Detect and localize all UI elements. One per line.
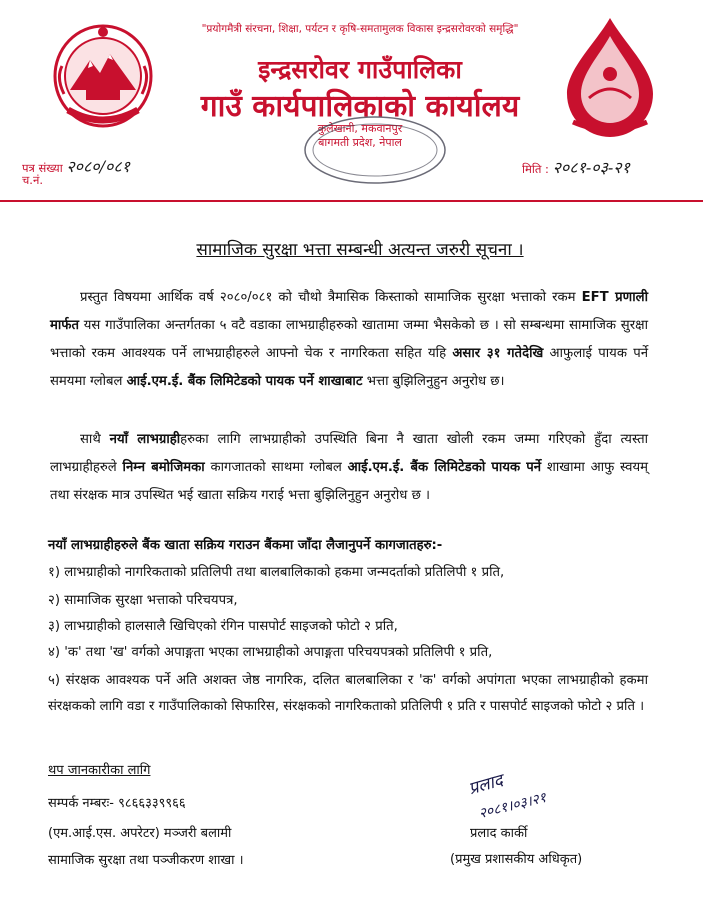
- dispatch-number-label: च.नं.: [22, 173, 43, 187]
- contact-operator: (एम.आई.एस. अपरेटर) मञ्जरी बलामी: [48, 826, 232, 841]
- handwritten-signature: प्रलाद: [466, 770, 506, 800]
- documents-heading: नयाँ लाभग्राहीहरुले बैंक खाता सक्रिय गराउन बैंकमा जाँदा लैजानुपर्ने कागजातहरु:-: [48, 538, 443, 553]
- p1-bold-eft: EFT प्रणाली मार्फत: [50, 290, 648, 333]
- date-value: २०८१-०३-२१: [552, 158, 630, 177]
- address-line-1: कुलेखानी, मकवानपुर: [317, 122, 403, 135]
- document-item-2: २) सामाजिक सुरक्षा भत्ताको परिचयपत्र,: [48, 593, 238, 608]
- document-item-1: १) लाभग्राहीको नागरिकताको प्रतिलिपी तथा बालबालिकाको हकमा जन्मदर्ताको प्रतिलिपी १ प्रति,: [48, 565, 505, 580]
- address-line-2: बागमती प्रदेश, नेपाल: [318, 136, 402, 149]
- municipality-name: इन्द्रसरोवर गाउँपालिका: [258, 55, 462, 84]
- header-divider: [0, 200, 703, 202]
- contact-heading: थप जानकारीका लागि: [48, 763, 151, 778]
- patra-value: २०८०/०८१: [66, 157, 130, 176]
- date-field: [522, 156, 630, 178]
- p2-text-a: साथै: [80, 432, 110, 447]
- p2-text-e: कागजातको साथमा ग्लोबल: [204, 460, 348, 475]
- p1-text-g: भत्ता बुझिलिनुहुन अनुरोध छ।: [362, 374, 505, 389]
- p1-text-a: प्रस्तुत विषयमा आर्थिक वर्ष २०८०/०८१ को चौथो त्रैमासिक किस्ताको सामाजिक सुरक्षा भत्ताको रकम: [80, 290, 582, 305]
- signature-date: २०८१।०३।२१: [477, 789, 548, 823]
- notice-subject: सामाजिक सुरक्षा भत्ता सम्बन्धी अत्यन्त जरुरी सूचना ।: [196, 240, 524, 260]
- contact-number: सम्पर्क नम्बरः- ९८६६३३९९६६: [48, 796, 186, 811]
- date-label: मिति :: [522, 162, 549, 176]
- signatory-title: (प्रमुख प्रशासकीय अधिकृत): [450, 852, 583, 867]
- paragraph-2: [50, 426, 648, 510]
- document-item-3: ३) लाभग्राहीको हालसालै खिचिएको रंगिन पासपोर्ट साइजको फोटो २ प्रति,: [48, 619, 398, 634]
- office-name: गाउँ कार्यपालिकाको कार्यालय: [200, 89, 520, 124]
- p1-bold-bank: आई.एम.ई. बैंक लिमिटेडको पायक पर्ने शाखाबाट: [126, 374, 363, 389]
- document-item-4: ४) 'क' तथा 'ख' वर्गको अपाङ्गता भएका लाभग्राहीको अपाङ्गता परिचयपत्रको प्रतिलिपी १ प्रति,: [48, 645, 493, 660]
- p2-text-g: शाखामा आफु स्वयम् तथा संरक्षक मात्र उपस्थित भई खाता सक्रिय गराई भत्ता बुझिलिनुहुन अनुरोध छ ।: [50, 460, 649, 503]
- p2-text-c: हरुका लागि लाभग्राहीको उपस्थिति बिना नै खाता खोली रकम जम्मा गरिएको हुँदा त्यस्ता लाभग्राहीहरुले: [50, 432, 649, 475]
- contact-section: सामाजिक सुरक्षा तथा पञ्जीकरण शाखा ।: [48, 853, 244, 868]
- document-item-5: ५) संरक्षक आवश्यक पर्ने अति अशक्त जेष्ठ नागरिक, दलित बालबालिका र 'क' वर्गको अपांगता भएका लाभग्राहीको हकमा संरक्षकको लागि वडा र गाउँपालिकाको सिफारिस, संरक्षकको नागरिकताको प्रतिलिपी १ प्रति र पासपोर्ट साइजको फोटो २ प्रति ।: [48, 673, 648, 714]
- p2-bold-following: निम्न बमोजिमका: [122, 460, 205, 475]
- slogan: "प्रयोगमैत्री संरचना, शिक्षा, पर्यटन र कृषि-समतामुलक विकास इन्द्रसरोवरको समृद्धि": [201, 23, 519, 35]
- p1-bold-date: असार ३१ गतेदेखि: [452, 346, 544, 361]
- office-stamp: [300, 112, 450, 187]
- p2-bold-new-beneficiary: नयाँ लाभग्राही: [109, 432, 181, 447]
- p1-text-c: यस गाउँपालिका अन्तर्गतका ५ वटै वडाका लाभग्राहीहरुको खातामा जम्मा भैसकेको छ । सो सम्बन्धमा सामाजिक सुरक्षा भत्ताको रकम आवश्यक पर्ने लाभग्राहीहरुले आफ्नो चेक र नागरिकता सहित यहि: [50, 318, 648, 361]
- p1-text-e: आफुलाई पायक पर्ने समयमा ग्लोबल: [50, 346, 649, 389]
- p2-bold-bank: आई.एम.ई. बैंक लिमिटेडको पायक पर्ने: [347, 460, 542, 475]
- paragraph-1: [50, 284, 648, 396]
- signatory-name: प्रलाद कार्की: [470, 826, 528, 841]
- patra-label: पत्र संख्या: [22, 161, 63, 175]
